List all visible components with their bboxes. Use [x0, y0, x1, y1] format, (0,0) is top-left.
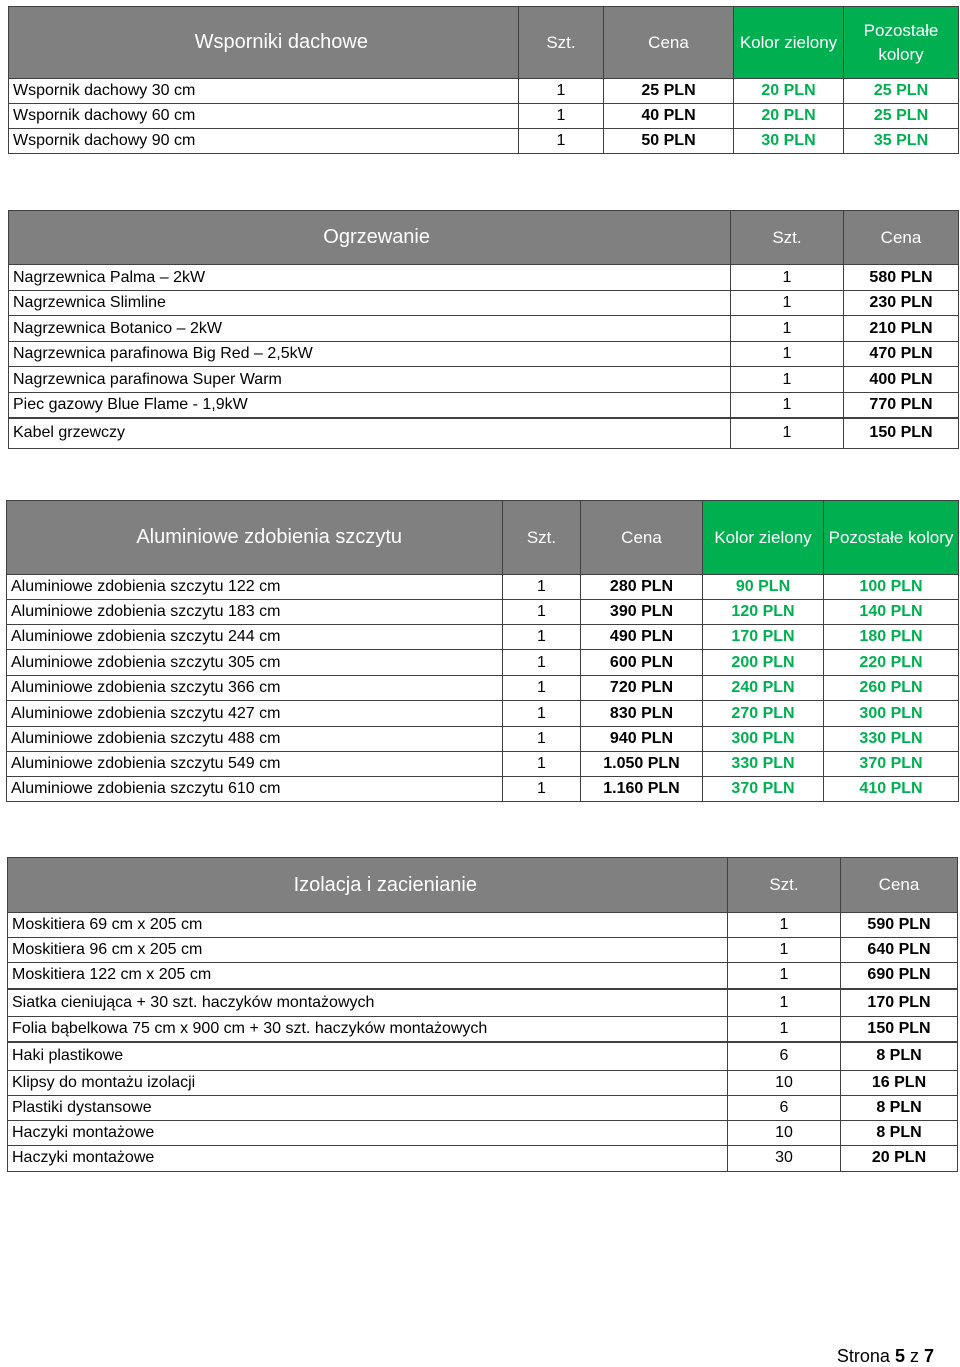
table-row	[9, 316, 959, 342]
product-name: Aluminiowe zdobienia szczytu 122 cm	[7, 575, 503, 600]
table-wsporniki-dachowe	[8, 6, 959, 154]
qty-cell: 1	[503, 701, 581, 727]
price-cell: 230 PLN	[844, 291, 959, 316]
footer-prefix: Strona	[836, 1346, 890, 1366]
table-row	[8, 1120, 958, 1145]
product-name: Aluminiowe zdobienia szczytu 610 cm	[7, 777, 503, 802]
footer-sep: z	[909, 1346, 919, 1366]
other-price-cell: 330 PLN	[824, 727, 959, 752]
qty-cell: 6	[728, 1042, 841, 1070]
table-title: Izolacja i zacienianie	[8, 858, 728, 913]
other-price-cell: 140 PLN	[824, 600, 959, 625]
price-cell: 640 PLN	[841, 938, 958, 963]
table-title: Ogrzewanie	[9, 211, 731, 265]
qty-cell: 1	[731, 342, 844, 367]
qty-cell: 1	[503, 727, 581, 752]
green-price-cell: 300 PLN	[703, 727, 824, 752]
table-row	[8, 1070, 958, 1095]
footer-total: 7	[923, 1346, 934, 1366]
qty-cell: 1	[731, 418, 844, 448]
product-name: Wspornik dachowy 60 cm	[9, 104, 519, 129]
green-price-cell: 90 PLN	[703, 575, 824, 600]
price-cell: 8 PLN	[841, 1095, 958, 1120]
column-header-price: Cena	[581, 501, 703, 575]
price-cell: 580 PLN	[844, 265, 959, 291]
green-price-cell: 30 PLN	[734, 129, 844, 154]
table-row	[8, 1095, 958, 1120]
product-name: Nagrzewnica Palma – 2kW	[9, 265, 731, 291]
price-cell: 720 PLN	[581, 676, 703, 701]
qty-cell: 1	[503, 676, 581, 701]
table-body	[9, 79, 959, 154]
qty-cell: 1	[519, 104, 604, 129]
product-name: Kabel grzewczy	[9, 418, 731, 448]
table-body	[9, 265, 959, 449]
table-row	[9, 129, 959, 154]
product-name: Moskitiera 69 cm x 205 cm	[8, 913, 728, 938]
price-cell: 830 PLN	[581, 701, 703, 727]
qty-cell: 10	[728, 1120, 841, 1145]
price-cell: 16 PLN	[841, 1070, 958, 1095]
qty-cell: 1	[503, 575, 581, 600]
price-cell: 1.160 PLN	[581, 777, 703, 802]
product-name: Aluminiowe zdobienia szczytu 305 cm	[7, 650, 503, 676]
price-cell: 770 PLN	[844, 393, 959, 419]
product-name: Nagrzewnica parafinowa Super Warm	[9, 367, 731, 393]
price-cell: 8 PLN	[841, 1042, 958, 1070]
table-row	[8, 989, 958, 1017]
product-name: Aluminiowe zdobienia szczytu 366 cm	[7, 676, 503, 701]
price-cell: 600 PLN	[581, 650, 703, 676]
other-price-cell: 180 PLN	[824, 625, 959, 650]
column-header-green: Kolor zielony	[703, 501, 824, 575]
product-name: Plastiki dystansowe	[8, 1095, 728, 1120]
price-cell: 690 PLN	[841, 963, 958, 989]
product-name: Aluminiowe zdobienia szczytu 183 cm	[7, 600, 503, 625]
green-price-cell: 20 PLN	[734, 104, 844, 129]
product-name: Aluminiowe zdobienia szczytu 244 cm	[7, 625, 503, 650]
table-izolacja	[7, 857, 958, 1172]
price-cell: 150 PLN	[844, 418, 959, 448]
footer-page: 5	[894, 1346, 905, 1366]
table-row	[9, 291, 959, 316]
qty-cell: 1	[728, 913, 841, 938]
other-price-cell: 100 PLN	[824, 575, 959, 600]
qty-cell: 1	[728, 1017, 841, 1043]
product-name: Aluminiowe zdobienia szczytu 427 cm	[7, 701, 503, 727]
qty-cell: 1	[519, 129, 604, 154]
table-row	[9, 342, 959, 367]
table-row	[8, 1145, 958, 1171]
price-cell: 50 PLN	[604, 129, 734, 154]
price-cell: 490 PLN	[581, 625, 703, 650]
other-price-cell: 370 PLN	[824, 752, 959, 777]
qty-cell: 1	[503, 625, 581, 650]
qty-cell: 30	[728, 1145, 841, 1171]
green-price-cell: 270 PLN	[703, 701, 824, 727]
table-row	[9, 104, 959, 129]
table-title: Aluminiowe zdobienia szczytu	[7, 501, 503, 575]
product-name: Piec gazowy Blue Flame - 1,9kW	[9, 393, 731, 419]
price-cell: 40 PLN	[604, 104, 734, 129]
qty-cell: 10	[728, 1070, 841, 1095]
table-row	[9, 393, 959, 419]
product-name: Wspornik dachowy 30 cm	[9, 79, 519, 104]
green-price-cell: 200 PLN	[703, 650, 824, 676]
column-header-qty: Szt.	[731, 211, 844, 265]
qty-cell: 1	[728, 938, 841, 963]
other-price-cell: 25 PLN	[844, 104, 959, 129]
price-cell: 590 PLN	[841, 913, 958, 938]
table-aluminiowe-zdobienia	[6, 500, 959, 802]
table-row	[7, 575, 959, 600]
column-header-qty: Szt.	[728, 858, 841, 913]
product-name: Haki plastikowe	[8, 1042, 728, 1070]
table-row	[9, 418, 959, 448]
other-price-cell: 300 PLN	[824, 701, 959, 727]
other-price-cell: 410 PLN	[824, 777, 959, 802]
green-price-cell: 330 PLN	[703, 752, 824, 777]
table-row	[7, 625, 959, 650]
price-cell: 1.050 PLN	[581, 752, 703, 777]
column-header-other: Pozostałe kolory	[824, 501, 959, 575]
product-name: Wspornik dachowy 90 cm	[9, 129, 519, 154]
table-row	[8, 938, 958, 963]
table-ogrzewanie	[8, 210, 959, 449]
table-row	[8, 913, 958, 938]
green-price-cell: 240 PLN	[703, 676, 824, 701]
product-name: Folia bąbelkowa 75 cm x 900 cm + 30 szt. haczyków montażowych	[8, 1017, 728, 1043]
product-name: Nagrzewnica parafinowa Big Red – 2,5kW	[9, 342, 731, 367]
green-price-cell: 120 PLN	[703, 600, 824, 625]
column-header-green: Kolor zielony	[734, 7, 844, 79]
column-header-qty: Szt.	[503, 501, 581, 575]
product-name: Moskitiera 96 cm x 205 cm	[8, 938, 728, 963]
price-cell: 400 PLN	[844, 367, 959, 393]
column-header-qty: Szt.	[519, 7, 604, 79]
other-price-cell: 35 PLN	[844, 129, 959, 154]
qty-cell: 1	[503, 650, 581, 676]
green-price-cell: 20 PLN	[734, 79, 844, 104]
table-row	[9, 265, 959, 291]
price-cell: 390 PLN	[581, 600, 703, 625]
product-name: Haczyki montażowe	[8, 1120, 728, 1145]
page-footer	[837, 1346, 934, 1367]
table-title: Wsporniki dachowe	[9, 7, 519, 79]
green-price-cell: 370 PLN	[703, 777, 824, 802]
table-row	[8, 1042, 958, 1070]
qty-cell: 1	[731, 367, 844, 393]
qty-cell: 1	[731, 393, 844, 419]
table-row	[7, 650, 959, 676]
table-row	[8, 963, 958, 989]
product-name: Klipsy do montażu izolacji	[8, 1070, 728, 1095]
price-cell: 940 PLN	[581, 727, 703, 752]
price-cell: 20 PLN	[841, 1145, 958, 1171]
table-row	[9, 79, 959, 104]
product-name: Siatka cieniująca + 30 szt. haczyków montażowych	[8, 989, 728, 1017]
product-name: Nagrzewnica Slimline	[9, 291, 731, 316]
table-row	[8, 1017, 958, 1043]
column-header-price: Cena	[841, 858, 958, 913]
qty-cell: 1	[503, 777, 581, 802]
product-name: Nagrzewnica Botanico – 2kW	[9, 316, 731, 342]
product-name: Aluminiowe zdobienia szczytu 549 cm	[7, 752, 503, 777]
other-price-cell: 260 PLN	[824, 676, 959, 701]
qty-cell: 1	[728, 989, 841, 1017]
qty-cell: 1	[731, 316, 844, 342]
table-row	[9, 367, 959, 393]
price-cell: 25 PLN	[604, 79, 734, 104]
table-row	[7, 701, 959, 727]
product-name: Moskitiera 122 cm x 205 cm	[8, 963, 728, 989]
qty-cell: 1	[503, 600, 581, 625]
column-header-other: Pozostałe kolory	[844, 7, 959, 79]
qty-cell: 6	[728, 1095, 841, 1120]
product-name: Haczyki montażowe	[8, 1145, 728, 1171]
qty-cell: 1	[731, 291, 844, 316]
table-body	[7, 575, 959, 802]
price-cell: 280 PLN	[581, 575, 703, 600]
green-price-cell: 170 PLN	[703, 625, 824, 650]
table-row	[7, 676, 959, 701]
qty-cell: 1	[728, 963, 841, 989]
qty-cell: 1	[519, 79, 604, 104]
other-price-cell: 220 PLN	[824, 650, 959, 676]
table-row	[7, 600, 959, 625]
product-name: Aluminiowe zdobienia szczytu 488 cm	[7, 727, 503, 752]
table-row	[7, 777, 959, 802]
price-cell: 150 PLN	[841, 1017, 958, 1043]
column-header-price: Cena	[844, 211, 959, 265]
qty-cell: 1	[503, 752, 581, 777]
other-price-cell: 25 PLN	[844, 79, 959, 104]
table-row	[7, 727, 959, 752]
table-body	[8, 913, 958, 1172]
table-row	[7, 752, 959, 777]
price-cell: 8 PLN	[841, 1120, 958, 1145]
qty-cell: 1	[731, 265, 844, 291]
column-header-price: Cena	[604, 7, 734, 79]
price-cell: 170 PLN	[841, 989, 958, 1017]
price-cell: 470 PLN	[844, 342, 959, 367]
price-cell: 210 PLN	[844, 316, 959, 342]
